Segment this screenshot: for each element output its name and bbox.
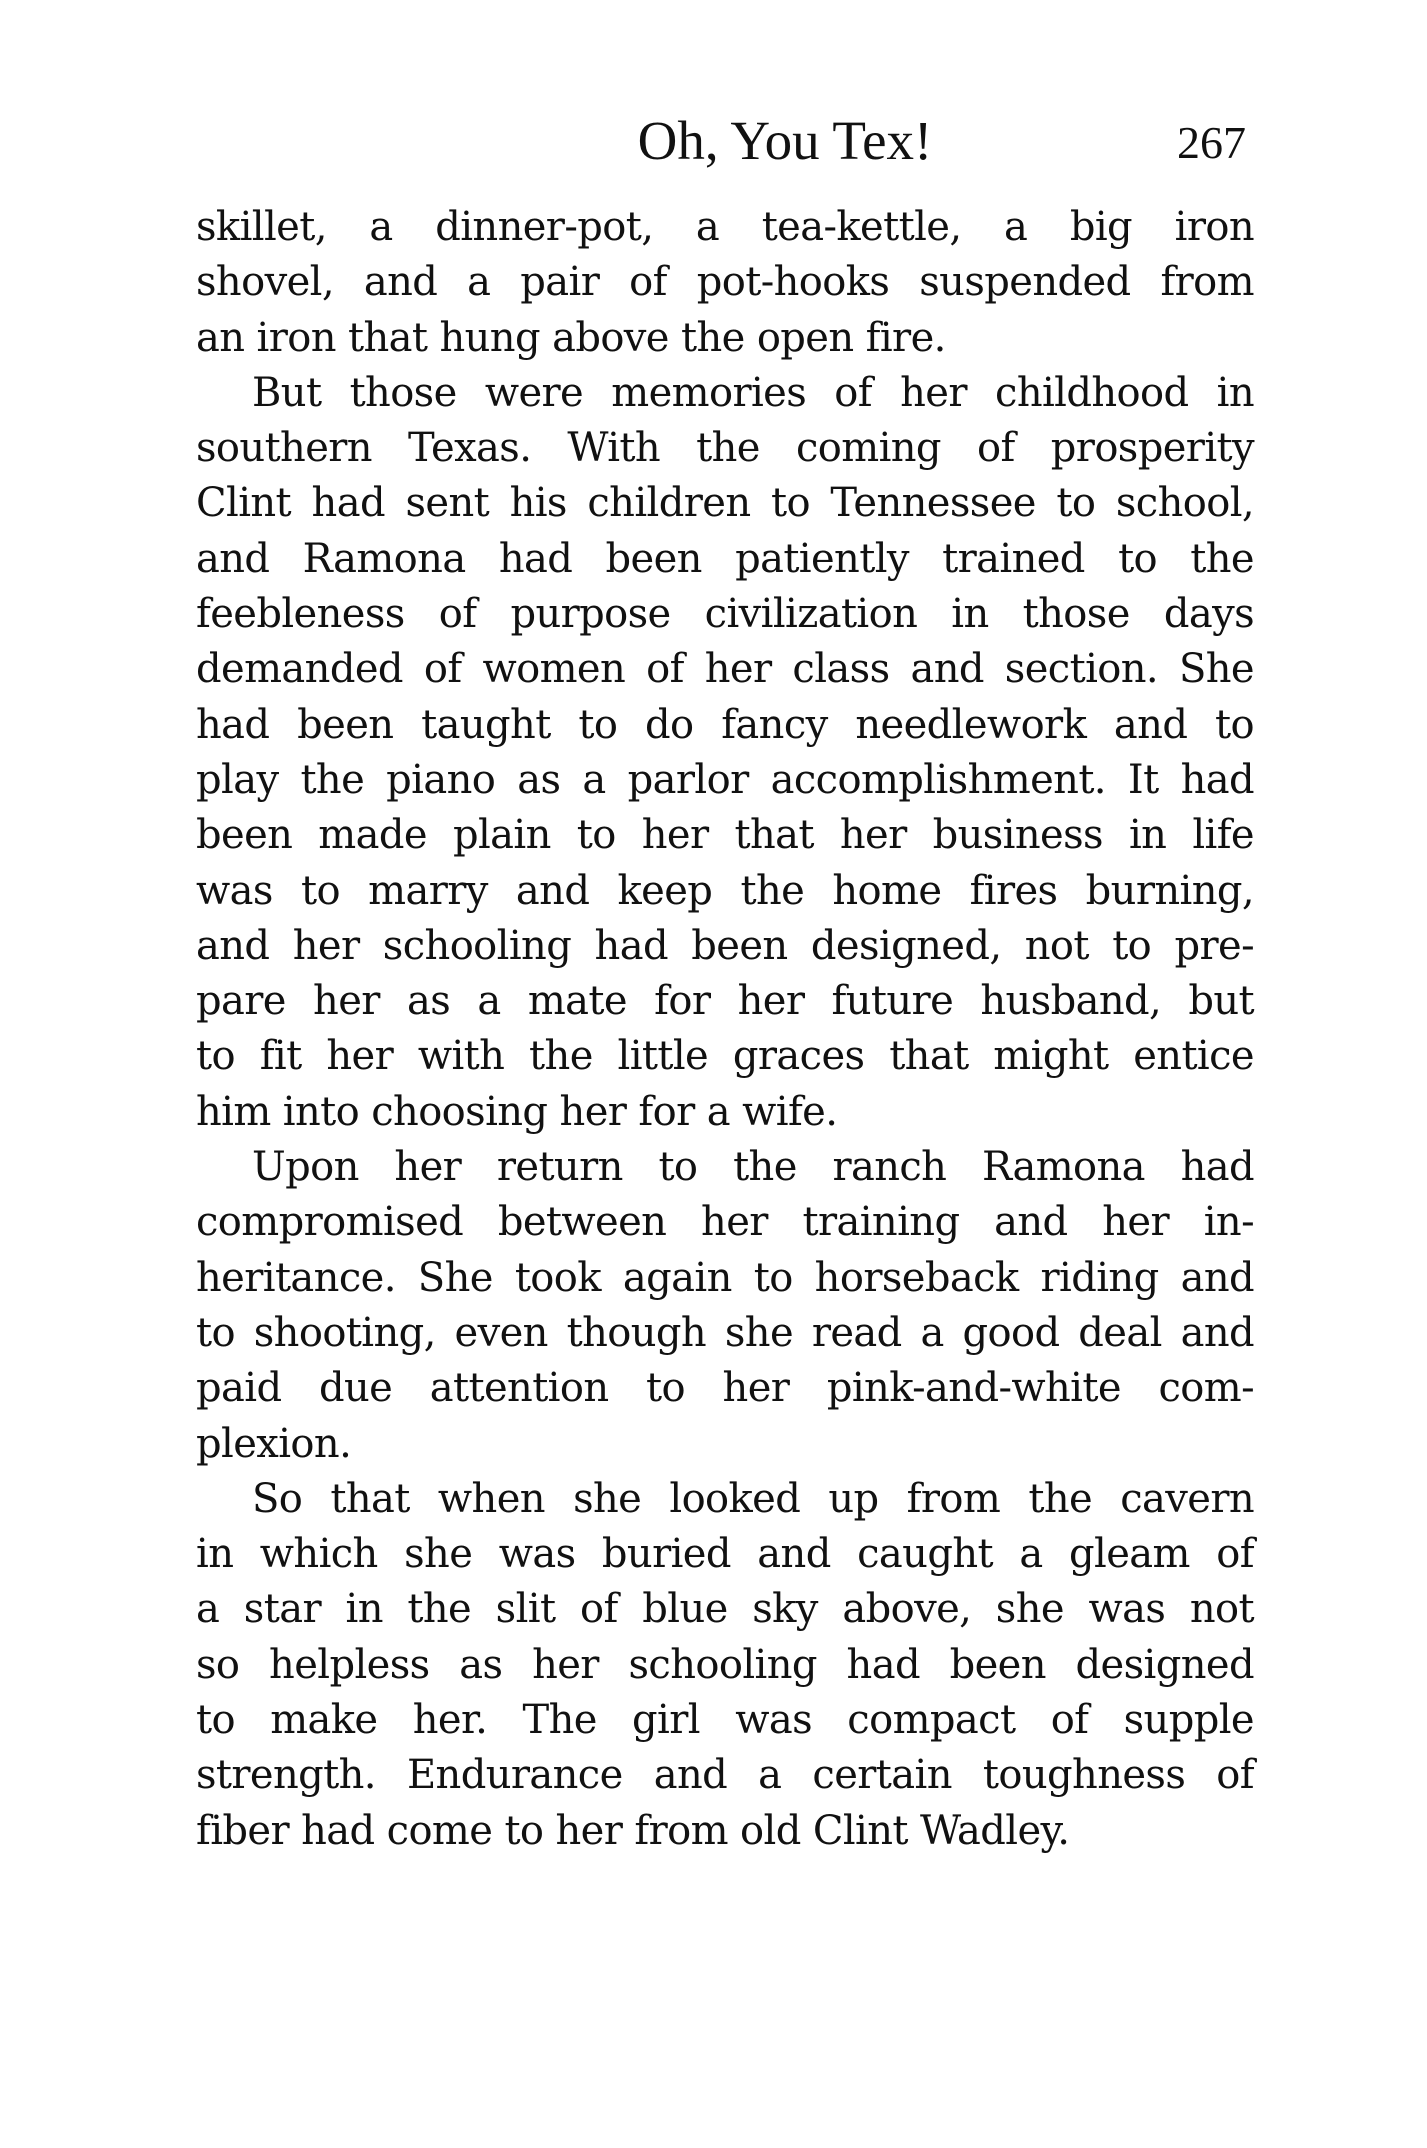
text-line: to fit her with the little graces that might entice <box>196 1033 1254 1080</box>
text-line: demanded of women of her class and section. She <box>196 646 1254 693</box>
text-line: him into choosing her for a wife. <box>196 1088 838 1135</box>
body-text <box>196 200 1254 1859</box>
text-line: to make her. The girl was compact of supple <box>196 1697 1254 1744</box>
text-line: compromised between her training and her in- <box>196 1199 1254 1246</box>
text-line: and her schooling had been designed, not to pre- <box>196 922 1254 969</box>
text-line: Clint had sent his children to Tennessee to school, <box>196 480 1254 527</box>
text-line: heritance. She took again to horseback riding and <box>196 1254 1254 1301</box>
text-line: strength. Endurance and a certain toughness of <box>196 1752 1254 1799</box>
text-line: plexion. <box>196 1420 352 1467</box>
text-line: skillet, a dinner-pot, a tea-kettle, a big iron <box>196 204 1254 250</box>
page-number: 267 <box>1177 117 1246 168</box>
text-line: was to marry and keep the home fires burning, <box>196 867 1254 914</box>
running-title: Oh, You Tex! <box>637 110 933 171</box>
text-line: southern Texas. With the coming of prosperity <box>196 425 1254 472</box>
text-line: So that when she looked up from the cavern <box>252 1475 1254 1522</box>
text-line: and Ramona had been patiently trained to the <box>196 535 1254 582</box>
text-line: play the piano as a parlor accomplishment. It had <box>196 756 1254 803</box>
text-line: feebleness of purpose civilization in those days <box>196 591 1254 638</box>
text-line: to shooting, even though she read a good deal and <box>196 1309 1254 1356</box>
text-line: so helpless as her schooling had been designed <box>196 1641 1254 1688</box>
text-line: an iron that hung above the open fire. <box>196 314 946 361</box>
text-line: in which she was buried and caught a gleam of <box>196 1531 1254 1578</box>
text-line: Upon her return to the ranch Ramona had <box>252 1144 1254 1191</box>
text-line: But those were memories of her childhood in <box>252 369 1254 416</box>
text-line: been made plain to her that her business in life <box>196 812 1254 859</box>
running-head <box>196 108 1254 178</box>
text-line: paid due attention to her pink-and-white com- <box>196 1365 1254 1412</box>
text-line: had been taught to do fancy needlework and to <box>196 701 1254 748</box>
text-line: a star in the slit of blue sky above, she was not <box>196 1586 1254 1633</box>
text-line: shovel, and a pair of pot-hooks suspended from <box>196 259 1254 306</box>
text-line: fiber had come to her from old Clint Wadley. <box>196 1807 1070 1854</box>
text-line: pare her as a mate for her future husband, but <box>196 978 1254 1025</box>
